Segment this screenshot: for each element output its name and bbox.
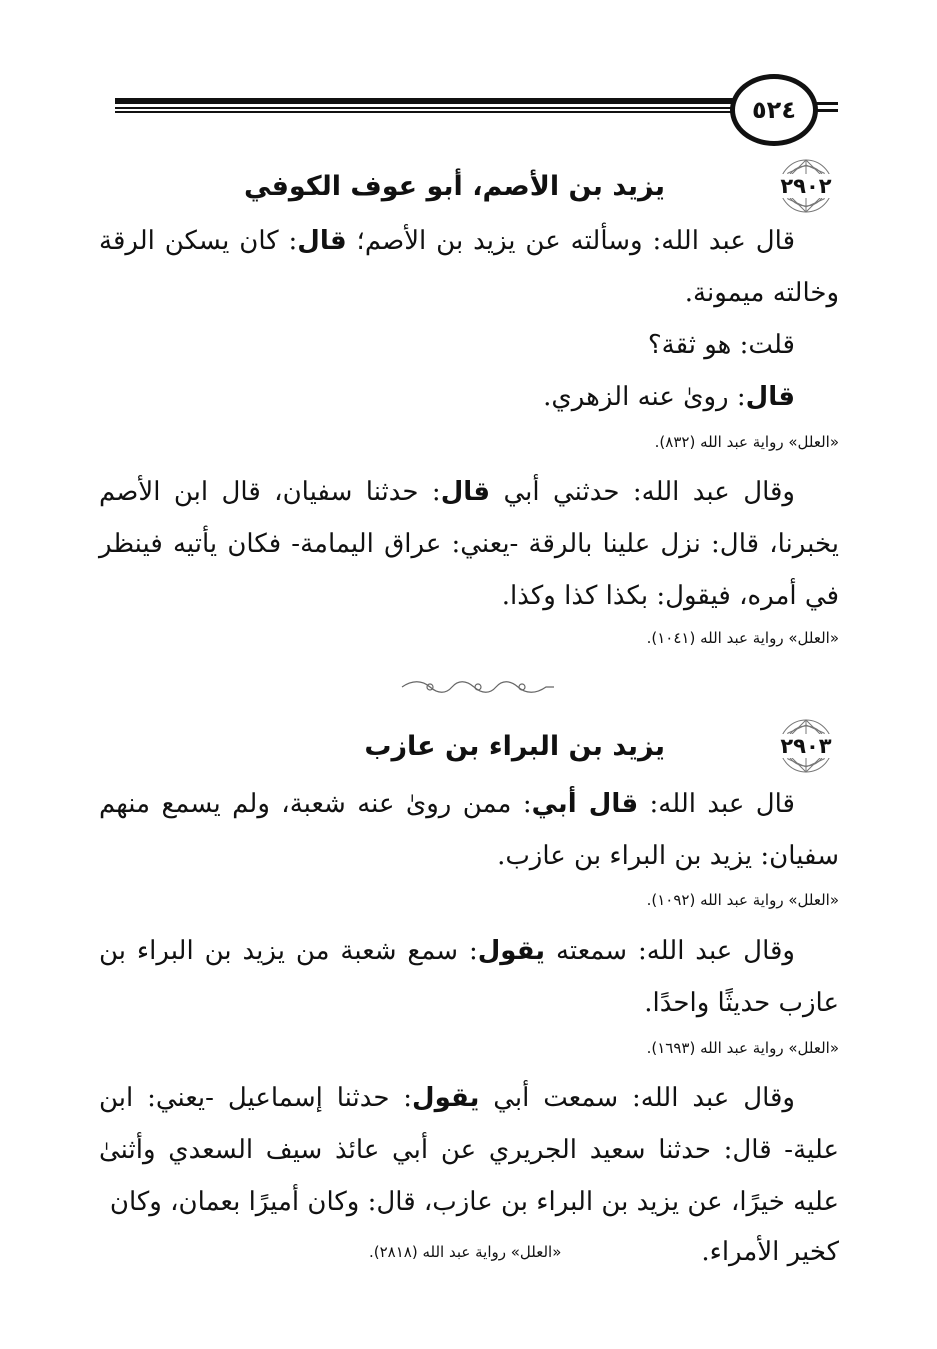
entry-title: يزيد بن البراء بن عازب: [364, 730, 665, 762]
ornamental-separator-icon: [400, 678, 556, 696]
paragraph: قال عبد الله: قال أبي: ممن روىٰ عنه شعبة، ولم يسمع منهم سفيان: يزيد بن البراء بن عازب.: [99, 789, 839, 871]
source-citation: «العلل» رواية عبد الله (١٠٩٢).: [646, 891, 839, 909]
paragraph-last-line: [99, 1226, 839, 1278]
source-citation: «العلل» رواية عبد الله (٢٨١٨).: [369, 1243, 562, 1261]
paragraph: قال: روىٰ عنه الزهري.: [543, 382, 795, 412]
paragraph: وقال عبد الله: سمعت أبي يقول: حدثنا إسماعيل -يعني: ابن علية- قال: حدثنا سعيد الجريري عن أبي عائذ سيف السعدي وأثنىٰ عليه خيرًا، عن يزيد بن البراء بن عازب، قال: وكان أميرًا بعمان، وكان: [99, 1083, 839, 1217]
source-citation: «العلل» رواية عبد الله (١٦٩٣).: [646, 1039, 839, 1057]
page-number: ٥٢٤: [730, 74, 818, 146]
paragraph: قال عبد الله: وسألته عن يزيد بن الأصم؛ قال: كان يسكن الرقة وخالته ميمونة.: [99, 226, 839, 308]
paragraph-tail: كخير الأمراء.: [701, 1237, 839, 1267]
paragraph: وقال عبد الله: سمعته يقول: سمع شعبة من يزيد بن البراء بن عازب حديثًا واحدًا.: [99, 936, 839, 1018]
source-citation: «العلل» رواية عبد الله (١٠٤١).: [646, 629, 839, 647]
entry-heading: [97, 716, 837, 776]
paragraph: وقال عبد الله: حدثني أبي قال: حدثنا سفيان، قال ابن الأصم يخبرنا، قال: نزل علينا بالرقة -يعني: عراق اليمامة- فكان يأتيه فينظر في أمره، فيقول: بكذا كذا وكذا.: [99, 477, 839, 611]
paragraph: قلت: هو ثقة؟: [647, 330, 795, 360]
entry-number-badge: ٢٩٠٣: [775, 717, 837, 775]
entry-title: يزيد بن الأصم، أبو عوف الكوفي: [243, 170, 665, 202]
entry-heading: [97, 156, 837, 216]
header-rule: [115, 98, 735, 114]
source-citation: «العلل» رواية عبد الله (٨٣٢).: [654, 433, 839, 451]
entry-number-badge: ٢٩٠٢: [775, 157, 837, 215]
